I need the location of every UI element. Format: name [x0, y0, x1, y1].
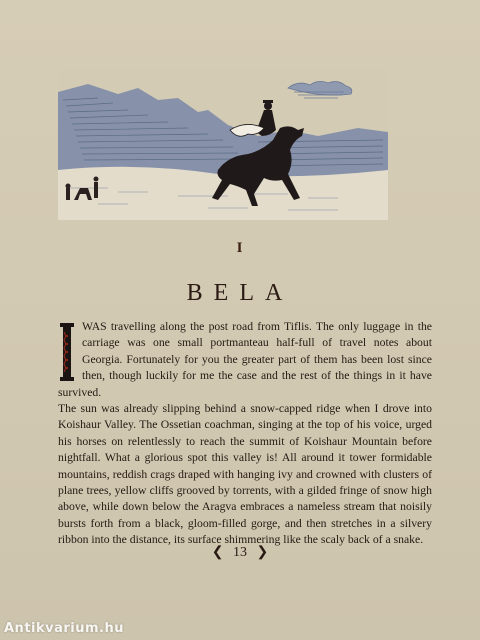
- horseman-mountain-illustration: [58, 70, 388, 220]
- chapter-number: I: [236, 240, 244, 256]
- paragraph-2: The sun was already slipping behind a snow-capped ridge when I drove into Koishaur Valley. The Ossetian coachman, singing at the top of his voice, urged his horses on relentlessly to reach the summit of Koishaur Mountain before nightfall. What a glorious spot this valley is! All around it tower formidable mountains, reddish crags draped with hanging ivy and crowned with clusters of plane trees, yellow cliffs grooved by torrents, with a gilded fringe of snow high above, while down below the Aragva embraces a nameless stream that noisily bursts forth from a black, gloom-filled gorge, and then stretches in a silvery ribbon into the distance, its surface shimmering like the scaly back of a snake.: [58, 402, 432, 547]
- ornament-left: ❮: [211, 545, 224, 560]
- paragraph-1: WAS travelling along the post road from Tiflis. The only luggage in the carriage was one small portmanteau half-full of travel notes about Georgia. Fortunately for you the greater part of them has been lost since then, though luckily for me the case and the rest of the things in it have survived.: [58, 320, 432, 399]
- drop-cap-illuminated: [58, 322, 76, 382]
- chapter-title: BELA: [186, 280, 294, 306]
- page-number-value: 13: [233, 545, 247, 560]
- drop-cap-letter-i: [58, 322, 76, 382]
- watermark-bar: [0, 618, 480, 640]
- page-number: [0, 544, 480, 561]
- chapter-body: [58, 319, 432, 549]
- watermark-text: Antikvarium.hu: [4, 621, 124, 636]
- chapter-illustration: [58, 70, 388, 220]
- ornament-right: ❯: [256, 545, 269, 560]
